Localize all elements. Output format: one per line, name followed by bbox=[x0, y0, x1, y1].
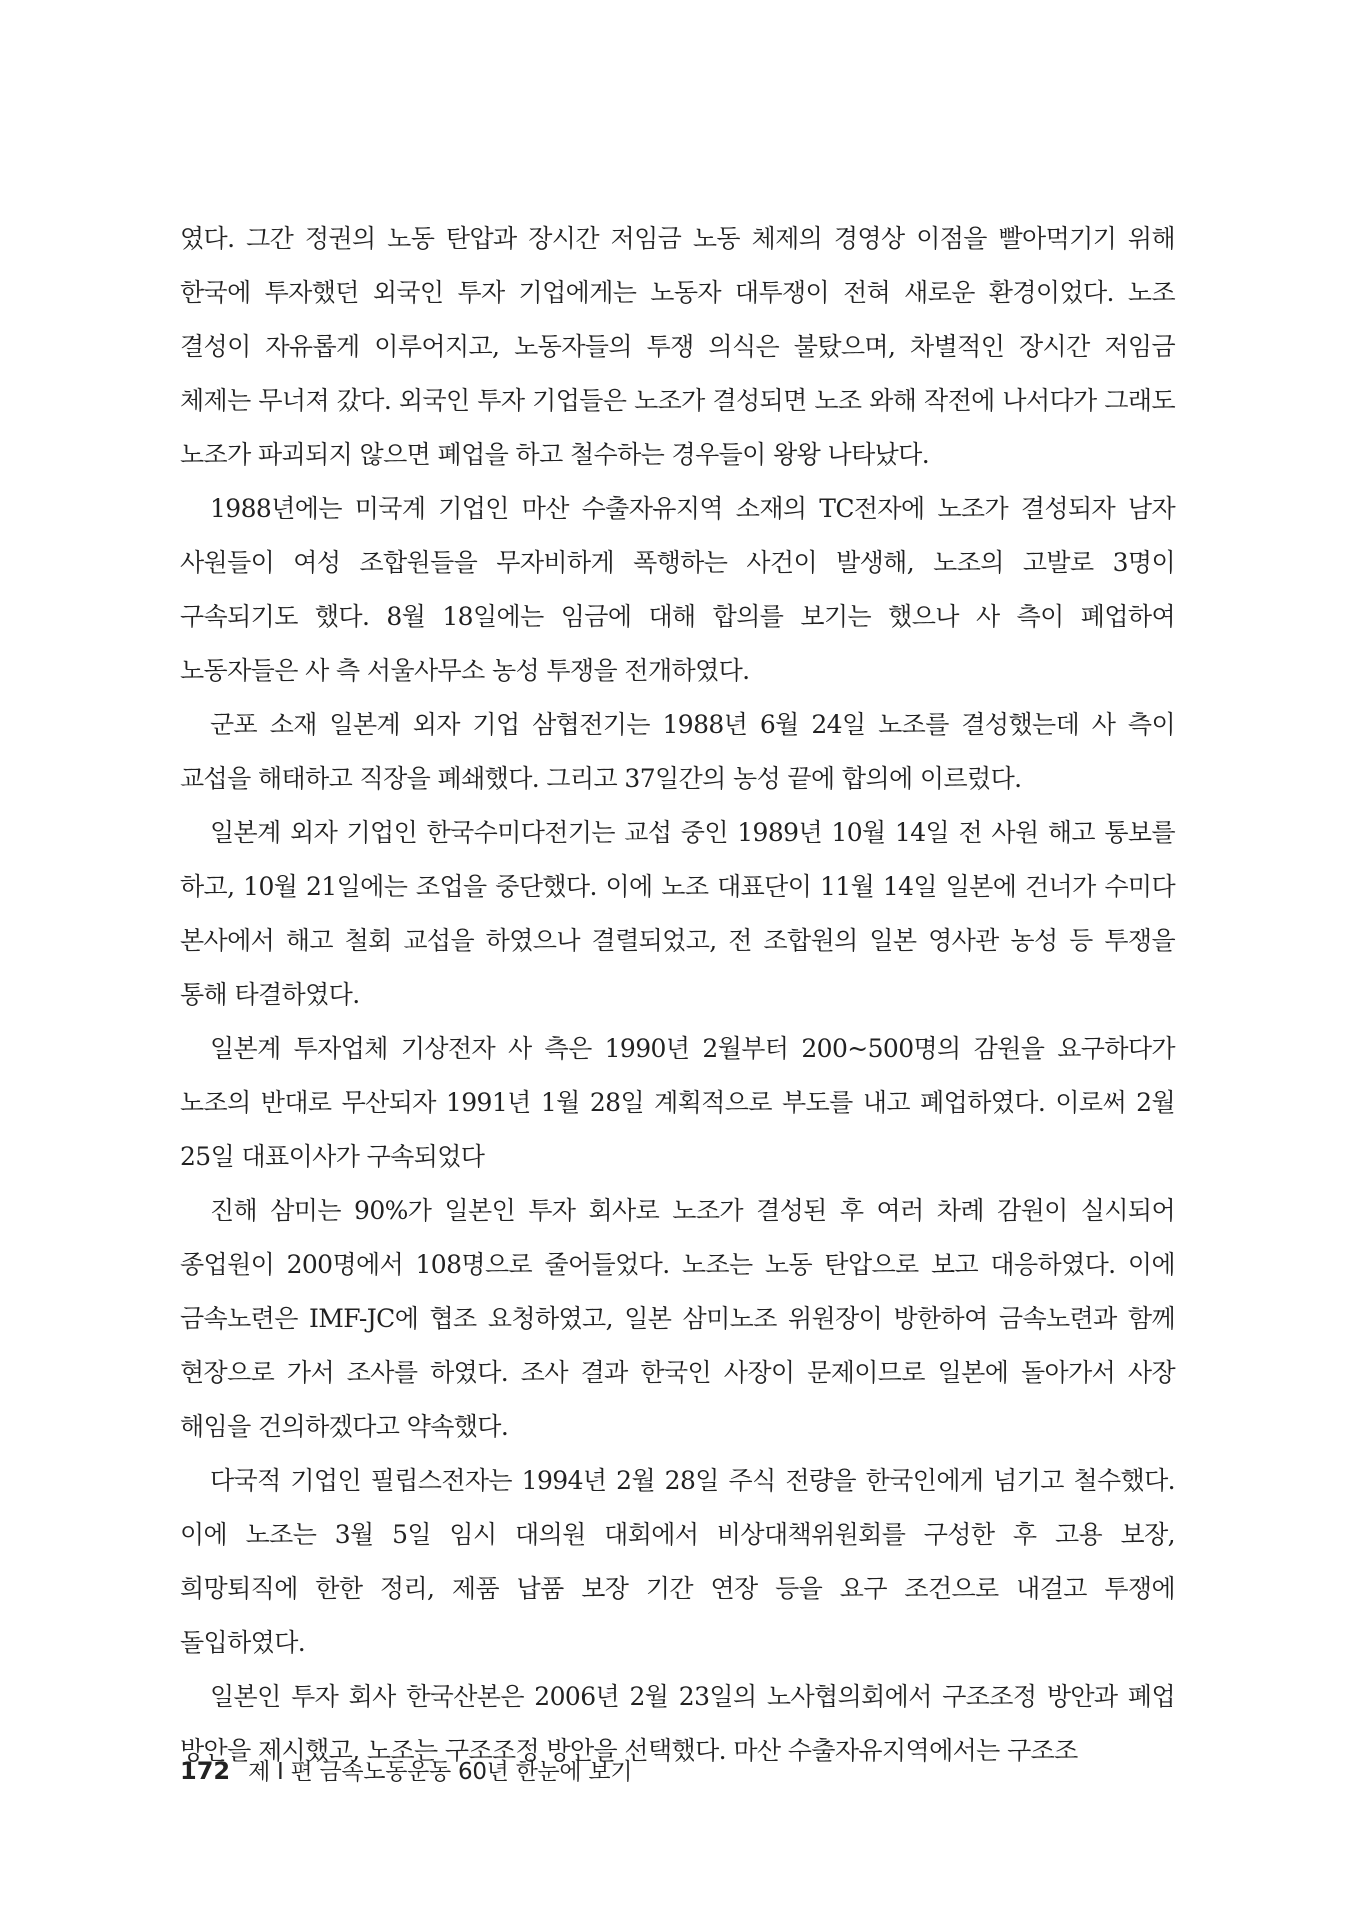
paragraph-korea-sanbon: 일본인 투자 회사 한국산본은 2006년 2월 23일의 노사협의회에서 구조조정 방안과 폐업 방안을 제시했고, 노조는 구조조정 방안을 선택했다. 마산 수출자유지역에서는 구조조 bbox=[180, 1682, 1175, 1765]
paragraph-philips-electronics: 다국적 기업인 필립스전자는 1994년 2월 28일 주식 전량을 한국인에게 넘기고 철수했다. 이에 노조는 3월 5일 임시 대의원 대회에서 비상대책위원회를 구성한 후 고용 보장, 희망퇴직에 한한 정리, 제품 납품 보장 기간 연장 등을 요구 조건으로 내걸고 투쟁에 돌입하였다. bbox=[180, 1466, 1175, 1657]
paragraph-sumida-electric: 일본계 외자 기업인 한국수미다전기는 교섭 중인 1989년 10월 14일 전 사원 해고 통보를 하고, 10월 21일에는 조업을 중단했다. 이에 노조 대표단이 11월 14일 일본에 건너가 수미다 본사에서 해고 철회 교섭을 하였으나 결렬되었고, 전 조합원의 일본 영사관 농성 등 투쟁을 통해 타결하였다. bbox=[180, 818, 1175, 1009]
page-body bbox=[180, 212, 1175, 1778]
paragraph-tc-electronics: 1988년에는 미국계 기업인 마산 수출자유지역 소재의 TC전자에 노조가 결성되자 남자 사원들이 여성 조합원들을 무자비하게 폭행하는 사건이 발생해, 노조의 고발로 3명이 구속되기도 했다. 8월 18일에는 임금에 대해 합의를 보기는 했으나 사 측이 폐업하여 노동자들은 사 측 서울사무소 농성 투쟁을 전개하였다. bbox=[180, 494, 1175, 685]
page-number: 172 bbox=[180, 1757, 231, 1785]
paragraph-kisang-electronics: 일본계 투자업체 기상전자 사 측은 1990년 2월부터 200~500명의 감원을 요구하다가 노조의 반대로 무산되자 1991년 1월 28일 계획적으로 부도를 내고 폐업하였다. 이로써 2월 25일 대표이사가 구속되었다 bbox=[180, 1034, 1175, 1171]
page-footer bbox=[180, 1753, 632, 1786]
running-title: 제 I 편 금속노동운동 60년 한눈에 보기 bbox=[248, 1759, 633, 1785]
paragraph-continuation: 였다. 그간 정권의 노동 탄압과 장시간 저임금 노동 체제의 경영상 이점을 빨아먹기기 위해 한국에 투자했던 외국인 투자 기업에게는 노동자 대투쟁이 전혀 새로운 환경이었다. 노조 결성이 자유롭게 이루어지고, 노동자들의 투쟁 의식은 불탔으며, 차별적인 장시간 저임금 체제는 무너져 갔다. 외국인 투자 기업들은 노조가 결성되면 노조 와해 작전에 나서다가 그래도 노조가 파괴되지 않으면 폐업을 하고 철수하는 경우들이 왕왕 나타났다. bbox=[180, 224, 1175, 469]
paragraph-samhyup-electric: 군포 소재 일본계 외자 기업 삼협전기는 1988년 6월 24일 노조를 결성했는데 사 측이 교섭을 해태하고 직장을 폐쇄했다. 그리고 37일간의 농성 끝에 합의에 이르렀다. bbox=[180, 710, 1175, 793]
paragraph-jinhae-sammi: 진해 삼미는 90%가 일본인 투자 회사로 노조가 결성된 후 여러 차례 감원이 실시되어 종업원이 200명에서 108명으로 줄어들었다. 노조는 노동 탄압으로 보고 대응하였다. 이에 금속노련은 IMF-JC에 협조 요청하였고, 일본 삼미노조 위원장이 방한하여 금속노련과 함께 현장으로 가서 조사를 하였다. 조사 결과 한국인 사장이 문제이므로 일본에 돌아가서 사장 해임을 건의하겠다고 약속했다. bbox=[180, 1196, 1175, 1441]
